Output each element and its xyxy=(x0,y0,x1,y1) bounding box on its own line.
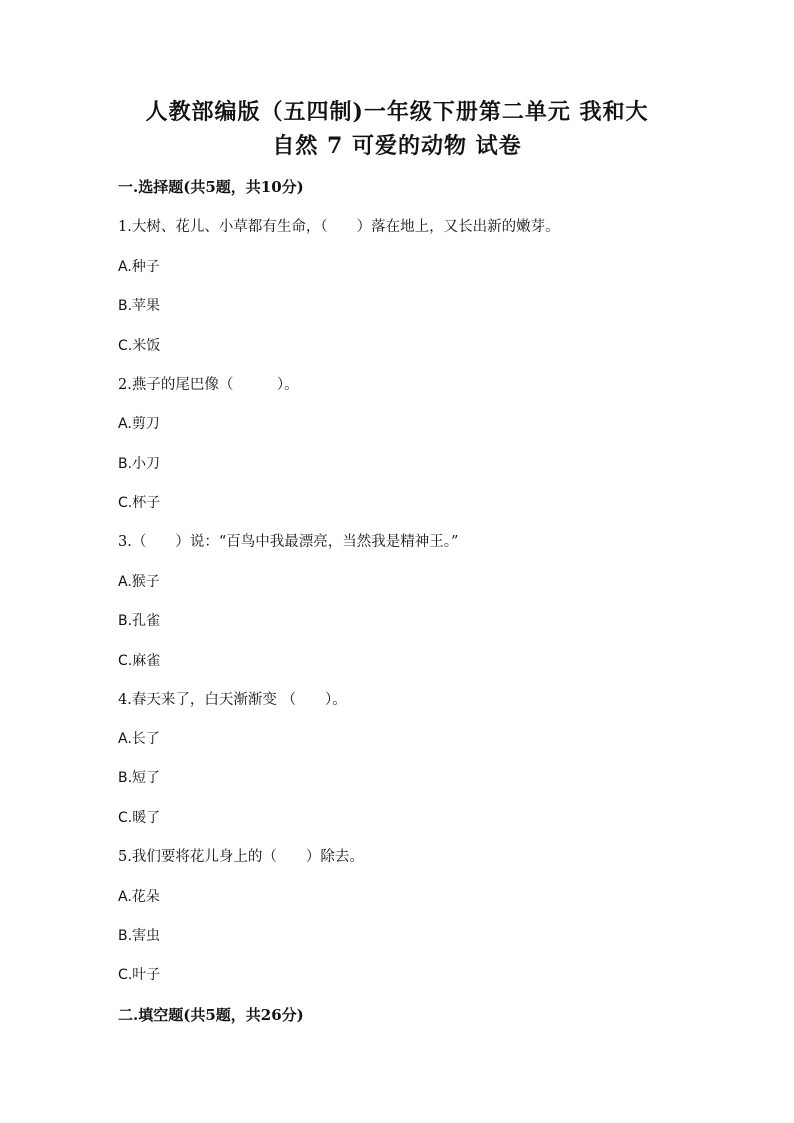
question-2-option-a: A.剪刀 xyxy=(118,416,160,432)
exam-title-line-1: 人教部编版（五四制)一年级下册第二单元 我和大 xyxy=(145,99,649,125)
question-1-option-b: B.苹果 xyxy=(118,298,161,314)
question-5-option-b: B.害虫 xyxy=(118,928,161,944)
question-4-option-c: C.暖了 xyxy=(118,810,161,826)
question-stem-1: 1.大树、花儿、小草都有生命，（ ）落在地上，又长出新的嫩芽。 xyxy=(118,219,560,235)
section-heading-fill-in: 二.填空题(共5题，共26分) xyxy=(118,1006,304,1024)
question-3-option-b: B.孔雀 xyxy=(118,613,161,629)
question-stem-5: 5.我们要将花儿身上的（ ）除去。 xyxy=(118,849,364,865)
question-4-option-b: B.短了 xyxy=(118,770,161,786)
question-5-option-c: C.叶子 xyxy=(118,967,161,983)
question-4-option-a: A.长了 xyxy=(118,731,160,747)
question-3-option-a: A.猴子 xyxy=(118,574,160,590)
question-stem-4: 4.春天来了，白天渐渐变 （ ）。 xyxy=(118,692,347,708)
question-2-option-b: B.小刀 xyxy=(118,456,161,472)
question-stem-2: 2.燕子的尾巴像（ ）。 xyxy=(118,377,299,393)
question-1-option-a: A.种子 xyxy=(118,259,160,275)
section-heading-choice: 一.选择题(共5题，共10分) xyxy=(118,178,304,196)
question-2-option-c: C.杯子 xyxy=(118,495,161,511)
question-stem-3: 3.（ ）说：“百鸟中我最漂亮，当然我是精神王。” xyxy=(118,534,459,550)
question-1-option-c: C.米饭 xyxy=(118,338,161,354)
question-3-option-c: C.麻雀 xyxy=(118,653,161,669)
question-5-option-a: A.花朵 xyxy=(118,889,160,905)
exam-title-line-2: 自然 7 可爱的动物 试卷 xyxy=(272,133,522,159)
